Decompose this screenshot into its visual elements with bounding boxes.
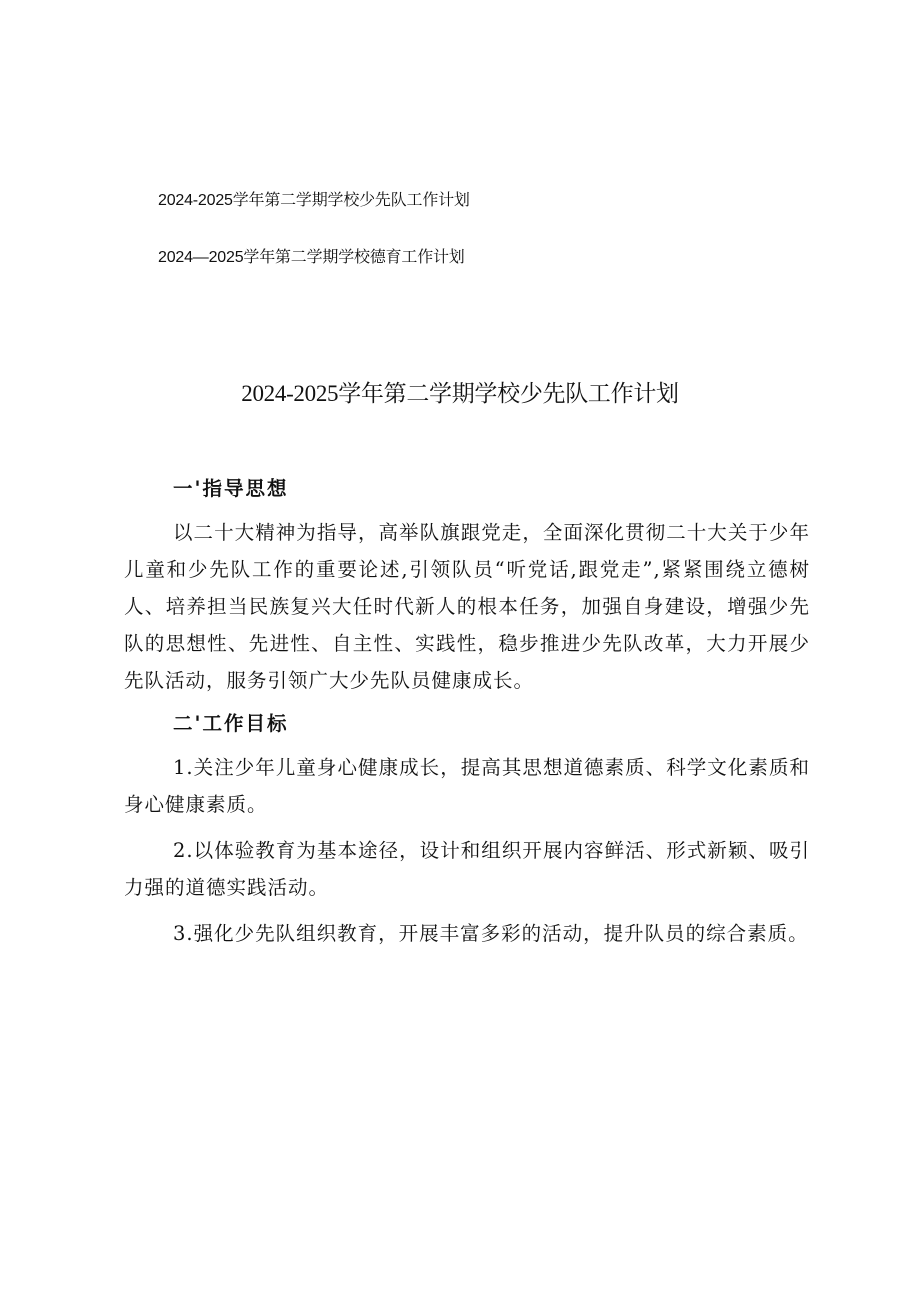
- paragraph-guiding-ideology: 以二十大精神为指导，高举队旗跟党走，全面深化贯彻二十大关于少年儿童和少先队工作的重要论述,引领队员“听党话,跟党走”,紧紧围绕立德树人、培养担当民族复兴大任时代新人的根本任务，加强自身建设，增强少先队的思想性、先进性、自主性、实践性，稳步推进少先队改革，大力开展少先队活动，服务引领广大少先队员健康成长。: [124, 521, 810, 692]
- table-of-contents: [158, 190, 758, 269]
- toc-item-youth-pioneers-plan[interactable]: 2024-2025学年第二学期学校少先队工作计划: [158, 192, 470, 209]
- document-body: [124, 473, 810, 961]
- section-heading-guiding-ideology: 一'指导思想: [173, 477, 289, 500]
- document-title: 2024-2025学年第二学期学校少先队工作计划: [241, 381, 679, 406]
- toc-item-moral-education-plan[interactable]: 2024—2025学年第二学期学校德育工作计划: [158, 249, 465, 266]
- paragraph-goal-1: 1.关注少年儿童身心健康成长，提高其思想道德素质、科学文化素质和身心健康素质。: [124, 756, 810, 816]
- paragraph-goal-3: 3.强化少先队组织教育，开展丰富多彩的活动，提升队员的综合素质。: [173, 922, 809, 945]
- section-heading-work-goals: 二'工作目标: [173, 712, 289, 735]
- paragraph-goal-2: 2.以体验教育为基本途径，设计和组织开展内容鲜活、形式新颖、吸引力强的道德实践活动。: [124, 839, 810, 899]
